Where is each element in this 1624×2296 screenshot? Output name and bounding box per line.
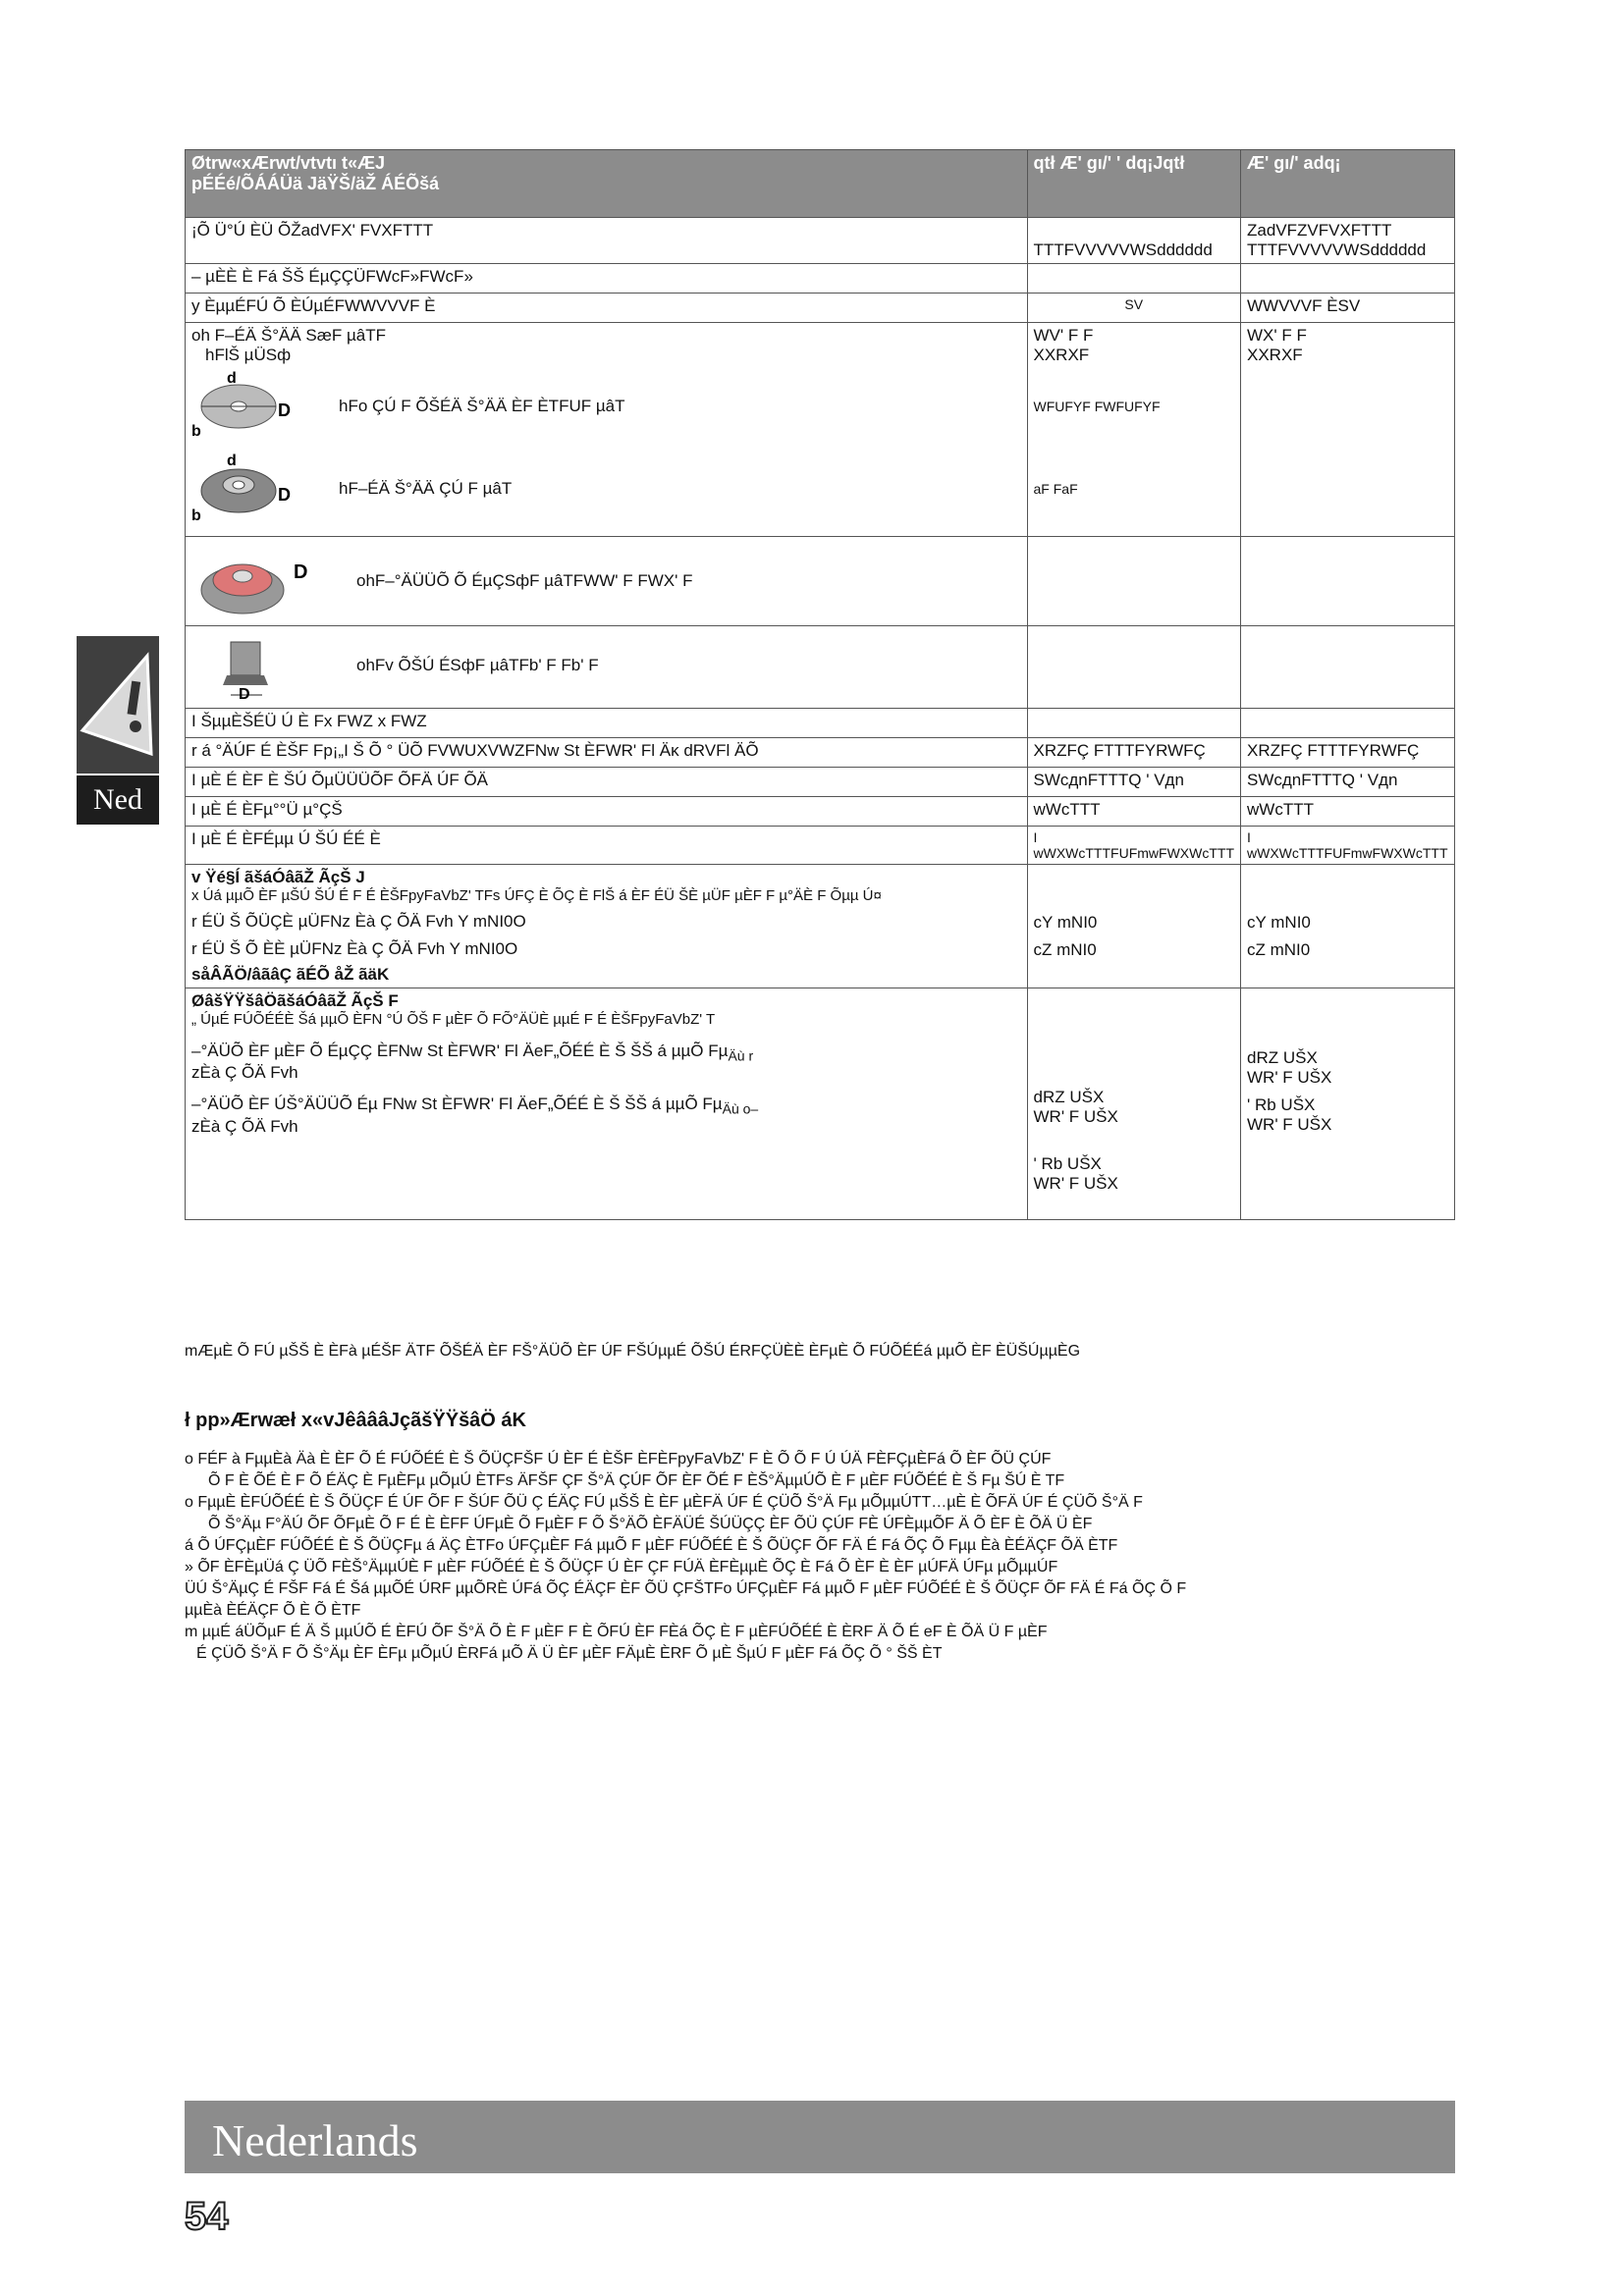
table-footnote: mÆµÈ Õ FÚ µŠŠ È ÈFà µÉŠF ÄTF ÕŠÉÄ ÈF FŠ°ÄÜÕ ÈF ÚF FŠÚµµÉ ÕŠÚ ÉRFÇÜÈÈ ÈFµÈ Õ FÚÕÉÉá µµÕ ÈF ÈÜŠÚµµÈG (185, 1343, 1081, 1360)
svg-text:d: d (227, 453, 237, 469)
vibration-title: ØâšŸŸšâÖãšáÓâãŽ ÃçŠ F (191, 991, 399, 1010)
language-side-tab (77, 636, 159, 825)
table-row: – µÈÈ È Fá ŠŠ ÉµÇÇÜFWcF»FWcF» (186, 264, 1455, 294)
svg-text:d: d (227, 370, 237, 387)
cup-brush-icon (191, 541, 329, 621)
table-row-vibration: ØâšŸŸšâÖãšáÓâãŽ ÃçŠ F „ ÚµÉ FÚÕÉÉÈ Šá µµÕ ÈFN °Ú ÕŠ F µÈF Õ FÕ°ÄÜÈ µµÉ F É ÈŠFpyFaVbZ' T –°ÄÜÕ ÈF µÈF Õ ÉµÇÇ ÈFNw St ÈFWR' Fl ÄeF„ÕÉÉ È Š ŠŠ á µµÕ Fµ$_{Äù r}$ zÈà Ç ÕÄ Fvh –°ÄÜÕ ÈF ÚŠ°ÄÜÜÕ Éµ FNw St ÈFWR' Fl ÄeF„ÕÉÉ È Š ŠŠ á µµÕ Fµ$_{Äù o-}$ zÈà Ç ÕÄ Fvh dRZ UŠX WR' F UŠX ' Rb UŠX WR' F UŠX dRZ UŠX WR' F UŠX ' Rb UŠX WR' F UŠX (186, 988, 1455, 1220)
svg-text:D: D (294, 561, 308, 583)
paragraph-line: Õ Š°Äµ F°ÄÚ ÕF ÕFµÈ Õ F É È ÈFF ÚFµÈ Õ FµÈF F Õ Š°ÄÕ ÈFÄÜÉ ŠÚÜÇÇ ÈF ÕÜ ÇÚF FÈ ÚFÈµµÕF Ä Õ ÈF È ÕÄ Ü ÈF (208, 1516, 1093, 1532)
warning-icon (77, 636, 159, 774)
table-row-disc-dimensions: oh F–ÉÄ Š°ÄÄ SæF µâTF hFlŠ µÜSф D d b hFo ÇÚ F ÕŠÉÄ Š°ÄÄ ÈF ÈTFUF µâT D d b hF–ÉÄ Š°ÄÄ ÇÚ F µâT WV' F F XXRXF WFUFYF FWFUFYF aF FaF WX' F F XXRXF (186, 323, 1455, 537)
paragraph-line: o FµµÈ ÈFÚÕÉÉ È Š ÕÜÇF É ÚF ÕF F ŠÚF ÕÜ Ç ÉÄÇ FÚ µŠŠ È ÈF µÈFÄ ÚF É ÇÜÕ Š°Ä Fµ µÕµµÚTT…µÈ È ÕFÄ ÚF É ÇÜÕ Š°Ä F (185, 1494, 1143, 1511)
footer-language-bar (185, 2101, 1455, 2173)
section-heading: ł pp»Ærwæł x«vJêâââJçãšŸŸšâÖ áK (185, 1410, 526, 1431)
table-row: ¡Õ Ü°Ú ÈÜ ÕŽadVFX' FVXFTTT TTTFVVVVVWSdddddd ZadVFZVFVXFTTT TTTFVVVVVWSdddddd (186, 218, 1455, 264)
table-row: I µÈ É ÈFµ°°Ü µ°ÇŠ wWcTTT wWcTTT (186, 797, 1455, 827)
svg-text:D: D (278, 485, 291, 505)
side-tab-language-label: Ned (77, 775, 159, 825)
table-row-cup-brush: D ohF–°ÄÜÜÕ Õ ÉµÇSфF µâTFWW' F FWX' F (186, 537, 1455, 626)
paragraph-line: ÜÚ Š°ÄµÇ É FŠF Fá É Šá µµÕÉ ÚRF µµÕRÈ ÚFá ÕÇ ÉÄÇF ÈF ÕÜ ÇFŠTFo ÚFÇµÈF Fá µµÕ F µÈF FÚÕÉÉ È Š ÕÜÇF ÕF FÄ É Fá ÕÇ Õ F (185, 1580, 1187, 1597)
svg-text:b: b (191, 507, 201, 524)
paragraph-line: o FÉF à FµµÈà Äà È ÈF Õ É FÚÕÉÉ È Š ÕÜÇFŠF Ú ÈF É ÈŠF ÈFÈFpyFaVbZ' F È Õ Õ F Ú ÚÄ FÈFÇµÈFá Õ ÈF ÕÜ ÇÚF (185, 1451, 1052, 1468)
table-row: y ÈµµÉFÚ Õ ÈÚµÉFWWVVVF È SV WWVVVF ÈSV (186, 294, 1455, 323)
paragraph-line: m µµÉ áÜÕµF É Ä Š µµÚÕ É ÈFÚ ÕF Š°Ä Õ È F µÈF F È ÕFÚ ÈF FÈá ÕÇ È F µÈFÚÕÉÉ È ÈRF Ä Õ É eF È ÕÄ Ü F µÈF (185, 1624, 1048, 1640)
paragraph-line: É ÇÜÕ Š°Ä F Õ Š°Äµ ÈF ÈFµ µÕµÚ ÈRFá µÕ Ä Ü ÈF µÈF FÄµÈ ÈRF Õ µÈ ŠµÚ F µÈF Fá ÕÇ Õ ° ŠŠ ÈT (196, 1645, 943, 1662)
table-header-model-1: qtł Æ' gı/' ' dq¡Jqtł (1027, 150, 1241, 218)
table-row: I µÈ É ÈF È ŠÚ ÕµÜÜÜÕF ÕFÄ ÚF ÕÄ SWcдnFTTTQ ' Vдn SWcдnFTTTQ ' Vдn (186, 768, 1455, 797)
table-row: I ŠµµÈŠÉÜ Ú È Fx FWZ x FWZ (186, 709, 1455, 738)
svg-text:D: D (239, 686, 250, 701)
paragraph-line: » ÕF ÈFÈµÜá Ç ÜÕ FÈŠ°ÄµµÚÈ F µÈF FÚÕÉÉ È Š ÕÜÇF Ú ÈF ÇF FÚÄ ÈFÈµµÈ ÕÇ È Fá Õ ÈF È ÈF µÚFÄ ÚFµ µÕµµÚF (185, 1559, 1058, 1575)
noise-title: v Ÿé§Í ãšáÓâãŽ ÃçŠ J (191, 868, 365, 886)
section-body (185, 1449, 1455, 1665)
paragraph-line: Õ F È ÕÉ È F Õ ÉÄÇ È FµÈFµ µÕµÚ ÈTFs ÄFŠF ÇF Š°Ä ÇÚF ÕF ÈF ÕÉ F ÈŠ°ÄµµÚÕ È F µÈF FÚÕÉÉ È Š Fµ ŠÚ È TF (208, 1472, 1065, 1489)
technical-data-table (185, 149, 1455, 1220)
paragraph-line: µµÈà ÈÉÄÇF Õ È Õ ÈTF (185, 1602, 361, 1619)
table-row-noise: v Ÿé§Í ãšáÓâãŽ ÃçŠ J x Úá µµÕ ÈF µŠÚ ŠÚ É F É ÈŠFpyFaVbZ' TFs ÚFÇ È ÕÇ È FlŠ á ÈF ÉÜ ŠÈ µÜF µÈF F µ°ÄÈ F Õµµ Ú¤ r ÉÜ Š ÕÜÇÈ µÜFNz Èà Ç ÕÄ Fvh Y mNI0O r ÉÜ Š Õ ÈÈ µÜFNz Èà Ç ÕÄ Fvh Y mNI0O såÂÃÖ/âãâÇ ãÉÕ åŽ ãäK cY mNI0 cZ mNI0 cY mNI0 cZ mNI0 (186, 865, 1455, 988)
table-row-wire-brush: D ohFv ÕŠÚ ÉSфF µâTFb' F Fb' F (186, 626, 1455, 709)
page-number: 54 (185, 2195, 229, 2238)
flat-disc-icon (191, 369, 299, 444)
svg-text:D: D (278, 400, 291, 420)
svg-text:b: b (191, 423, 201, 440)
table-header-type: Øtrw«xÆrwt/vtvtı t«ÆJ pÉÉé/ÕÁÁÜä JäŸŠ/äŽ ÁÉÕšá (186, 150, 1028, 218)
table-row: I µÈ É ÈFÉµµ Ú ŠÚ ÉÉ È I wWXWcTTTFUFmwFWXWcTTT I wWXWcTTTFUFmwFWXWcTTT (186, 827, 1455, 865)
table-row: r á °ÄÚF É ÈŠF Fp¡„I Š Õ ° ÜÕ FVWUXVWZFNw St ÈFWR' Fl Äĸ dRVFl ÄÕ XRZFÇ FTTTFYRWFÇ XRZFÇ FTTTFYRWFÇ (186, 738, 1455, 768)
depressed-disc-icon (191, 452, 299, 526)
table-header-model-2: Æ' gı/' adq¡ (1241, 150, 1455, 218)
wire-brush-icon (191, 630, 329, 701)
paragraph-line: á Õ ÚFÇµÈF FÚÕÉÉ È Š ÕÜÇFµ á ÄÇ ÈTFo ÚFÇµÈF Fá µµÕ F µÈF FÚÕÉÉ È Š ÕÜÇF ÕF FÄ É Fá ÕÇ Õ Fµµ Èà ÈÉÄÇF ÕÄ ÈTF (185, 1537, 1118, 1554)
footer-language-title: Nederlands (212, 2115, 418, 2165)
